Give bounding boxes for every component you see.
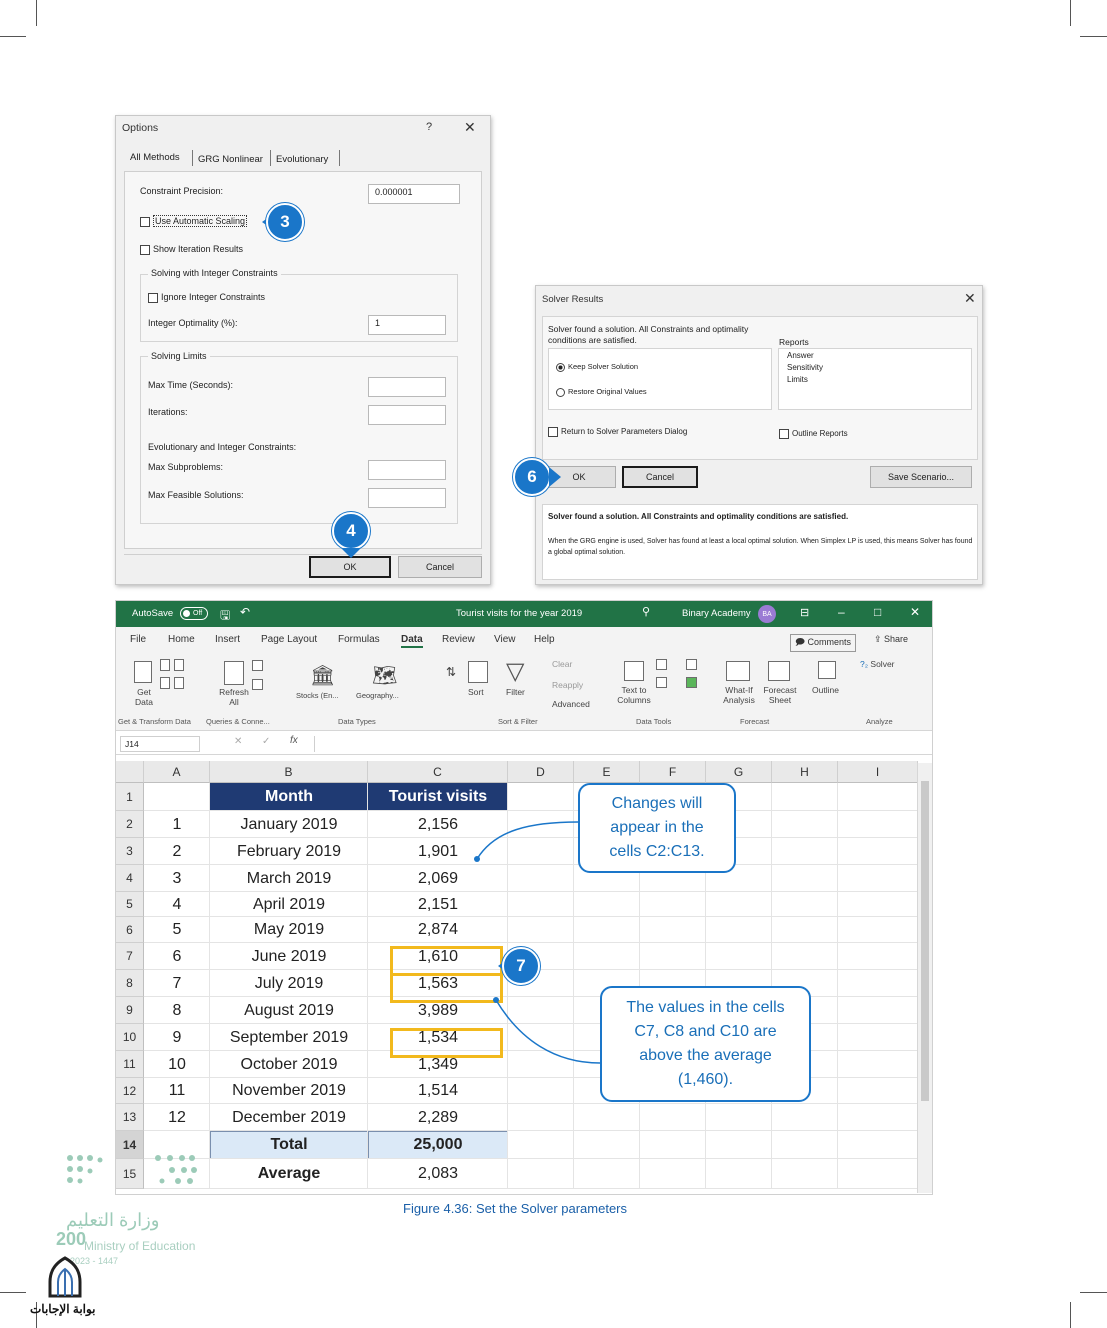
total-value[interactable]: 25,000 (368, 1131, 508, 1159)
row-header-13[interactable]: 13 (116, 1104, 144, 1131)
column-header-d[interactable]: D (508, 761, 574, 783)
cell-index[interactable]: 5 (172, 921, 182, 938)
row-header-11[interactable]: 11 (116, 1051, 144, 1078)
cell-month[interactable]: December 2019 (232, 1108, 346, 1126)
outline-button[interactable]: Outline (812, 685, 839, 695)
ok-button[interactable]: OK (309, 556, 391, 578)
save-scenario-button[interactable]: Save Scenario... (870, 466, 972, 488)
cell-visits[interactable]: 1,563 (417, 974, 459, 992)
report-sensitivity[interactable]: Sensitivity (787, 363, 824, 372)
solver-message: Solver found a solution. All Constraints and optimality conditions are satisfied. (548, 324, 749, 345)
cell-index[interactable]: 12 (168, 1108, 186, 1126)
row-header-4[interactable]: 4 (116, 865, 144, 892)
max-time-label: Max Time (Seconds): (148, 380, 234, 390)
group-data-types: Data Types (338, 717, 376, 726)
cell-index[interactable]: 6 (172, 947, 182, 965)
cell-visits[interactable]: 1,349 (417, 1055, 459, 1073)
average-value[interactable]: 2,083 (417, 1165, 459, 1182)
cell-index[interactable]: 2 (172, 842, 182, 860)
filter-icon[interactable]: ▽ (506, 658, 525, 685)
max-feasible-label: Max Feasible Solutions: (148, 490, 244, 500)
row-header-2[interactable]: 2 (116, 811, 144, 838)
cell-month[interactable]: January 2019 (240, 815, 338, 833)
constraint-precision-label: Constraint Precision: (140, 186, 224, 196)
row-header-15[interactable]: 15 (116, 1159, 144, 1189)
reapply-button[interactable]: Reapply (552, 680, 584, 690)
column-header-h[interactable]: H (772, 761, 838, 783)
status-bold: Solver found a solution. All Constraints and optimality conditions are satisfied. (548, 512, 849, 521)
row-header-5[interactable]: 5 (116, 892, 144, 917)
clear-button[interactable]: Clear (552, 659, 573, 669)
geography-button[interactable]: Geography... (356, 691, 399, 700)
column-header-g[interactable]: G (706, 761, 772, 783)
header-tourist-visits[interactable]: Tourist visits (368, 783, 508, 811)
cell-month[interactable]: June 2019 (251, 947, 327, 965)
maximize-icon[interactable]: □ (874, 605, 882, 619)
cell-month[interactable]: September 2019 (229, 1028, 349, 1046)
stocks-button[interactable]: Stocks (En... (296, 691, 339, 700)
cell-visits[interactable]: 2,156 (417, 815, 459, 833)
tab-all-methods[interactable]: All Methods (130, 152, 180, 163)
cell-index[interactable]: 9 (172, 1028, 182, 1046)
close-icon[interactable]: ✕ (464, 119, 476, 135)
integer-group-title: Solving with Integer Constraints (148, 268, 281, 278)
solver-icon: ?₂ (860, 659, 869, 669)
search-icon[interactable]: ⚲ (642, 606, 651, 618)
ok-button[interactable]: OK (542, 466, 616, 488)
close-icon[interactable]: ✕ (910, 605, 921, 619)
cell-visits[interactable]: 3,989 (417, 1001, 459, 1019)
column-header-a[interactable]: A (144, 761, 210, 783)
sort-az-icon[interactable]: ⇅ (446, 665, 457, 679)
row-header-8[interactable]: 8 (116, 970, 144, 997)
solver-button[interactable]: ?₂ Solver (860, 659, 895, 669)
row-header-1[interactable]: 1 (116, 783, 144, 811)
cell-index[interactable]: 7 (172, 974, 182, 992)
autosave-label: AutoSave (132, 608, 174, 619)
menu-review[interactable]: Review (442, 634, 475, 645)
cell-index[interactable]: 8 (172, 1001, 182, 1019)
cell-visits[interactable]: 1,901 (417, 842, 459, 860)
cancel-entry-icon[interactable]: ✕ (234, 736, 243, 747)
menu-formulas[interactable]: Formulas (338, 634, 380, 645)
evo-constraints-label: Evolutionary and Integer Constraints: (148, 442, 297, 452)
help-button[interactable]: ? (426, 121, 433, 133)
column-header-f[interactable]: F (640, 761, 706, 783)
text-to-columns-button[interactable]: Text to Columns (617, 685, 651, 705)
restore-values-radio[interactable]: Restore Original Values (556, 387, 647, 397)
total-label[interactable]: Total (210, 1131, 368, 1159)
menu-help[interactable]: Help (534, 634, 555, 645)
cell-month[interactable]: May 2019 (253, 921, 325, 938)
reports-label: Reports (779, 337, 809, 347)
filter-button[interactable]: Filter (506, 687, 525, 697)
cell-index[interactable]: 1 (172, 815, 182, 833)
cell-index[interactable]: 11 (168, 1082, 186, 1099)
cell-month[interactable]: April 2019 (252, 895, 326, 913)
iterations-label: Iterations: (148, 407, 188, 417)
get-data-button[interactable]: Get Data (135, 687, 153, 707)
stocks-icon[interactable]: 🏛 (310, 665, 336, 687)
column-header-c[interactable]: C (368, 761, 508, 783)
row-header-9[interactable]: 9 (116, 997, 144, 1024)
ministry-logo-dots (62, 1150, 202, 1190)
cell-visits[interactable]: 2,289 (417, 1108, 459, 1126)
cell-visits[interactable]: 1,610 (417, 947, 459, 965)
forecast-sheet-button[interactable]: Forecast Sheet (763, 685, 797, 705)
row-header-14[interactable]: 14 (116, 1131, 144, 1159)
avatar[interactable]: BA (758, 605, 776, 623)
solving-limits-title: Solving Limits (148, 351, 210, 361)
max-subproblems-label: Max Subproblems: (148, 462, 224, 472)
comments-button[interactable]: 🗩 Comments (790, 634, 856, 652)
integer-optimality-label: Integer Optimality (%): (148, 318, 238, 328)
row-header-12[interactable]: 12 (116, 1078, 144, 1104)
cell-visits[interactable]: 2,151 (417, 895, 459, 913)
undo-icon[interactable]: ↶ (240, 605, 251, 619)
step-badge-7: 7 (502, 947, 540, 985)
ignore-integer-checkbox[interactable]: Ignore Integer Constraints (148, 292, 265, 303)
watermark-text: بوابة الإجابات (30, 1302, 96, 1316)
step-badge-6: 6 (513, 458, 551, 496)
cell-month[interactable]: March 2019 (246, 869, 332, 887)
row-header-6[interactable]: 6 (116, 917, 144, 943)
constraint-precision-input[interactable]: 0.000001 (368, 184, 460, 204)
cell-month[interactable]: July 2019 (254, 974, 324, 992)
header-month[interactable]: Month (210, 783, 368, 811)
report-answer[interactable]: Answer (787, 351, 814, 360)
cell-visits[interactable]: 2,874 (417, 921, 459, 938)
geography-icon[interactable]: 🗺 (372, 665, 398, 687)
group-data-tools: Data Tools (636, 717, 672, 726)
cell-month[interactable]: November 2019 (232, 1082, 346, 1099)
tab-evolutionary[interactable]: Evolutionary (276, 154, 329, 165)
row-header-3[interactable]: 3 (116, 838, 144, 865)
refresh-all-button[interactable]: Refresh All (219, 687, 249, 707)
average-label[interactable]: Average (257, 1165, 321, 1182)
column-header-b[interactable]: B (210, 761, 368, 783)
step-badge-4: 4 (332, 512, 370, 550)
cell-visits[interactable]: 2,069 (417, 869, 459, 887)
integer-optimality-input[interactable]: 1 (368, 315, 446, 335)
use-automatic-scaling-checkbox[interactable]: Use Automatic Scaling (140, 216, 247, 227)
dialog-title: Solver Results (542, 294, 604, 305)
menu-data[interactable]: Data (401, 634, 423, 648)
ministry-name-arabic: وزارة التعليم (66, 1210, 160, 1230)
close-icon[interactable]: ✕ (964, 290, 976, 306)
cell-month[interactable]: October 2019 (240, 1055, 338, 1073)
cancel-button[interactable]: Cancel (622, 466, 698, 488)
confirm-entry-icon[interactable]: ✓ (262, 736, 271, 747)
row-header-10[interactable]: 10 (116, 1024, 144, 1051)
cell-index[interactable]: 4 (172, 895, 182, 913)
cell-visits[interactable]: 1,514 (417, 1082, 459, 1099)
watermark-logo-icon (44, 1256, 86, 1300)
callout-changes: Changes will appear in the cells C2:C13. (578, 783, 736, 873)
group-analyze: Analyze (866, 717, 893, 726)
sort-button[interactable]: Sort (468, 687, 484, 697)
cell-index[interactable]: 10 (168, 1055, 186, 1073)
ribbon-display-icon[interactable]: ⊟ (800, 607, 810, 619)
page-number: 200 (56, 1229, 87, 1249)
cell-index[interactable]: 3 (172, 869, 182, 887)
what-if-analysis-button[interactable]: What-If Analysis (723, 685, 755, 705)
tab-grg-nonlinear[interactable]: GRG Nonlinear (198, 154, 263, 165)
step-badge-3: 3 (266, 203, 304, 241)
ministry-name-english: Ministry of Education (84, 1239, 196, 1253)
group-get-transform: Get & Transform Data (118, 717, 191, 726)
keep-solution-radio[interactable]: Keep Solver Solution (556, 362, 638, 372)
row-header-7[interactable]: 7 (116, 943, 144, 970)
group-sort-filter: Sort & Filter (498, 717, 538, 726)
insert-function-icon[interactable]: fx (290, 735, 298, 746)
show-iteration-results-checkbox[interactable]: Show Iteration Results (140, 244, 243, 255)
share-button[interactable]: ⇪ Share (874, 634, 909, 644)
menu-home[interactable]: Home (168, 634, 195, 645)
cell-visits[interactable]: 1,534 (417, 1028, 459, 1046)
return-to-parameters-checkbox[interactable]: Return to Solver Parameters Dialog (548, 427, 687, 437)
group-queries: Queries & Conne... (206, 717, 270, 726)
column-header-i[interactable]: I (838, 761, 918, 783)
group-forecast: Forecast (740, 717, 770, 726)
column-header-e[interactable]: E (574, 761, 640, 783)
document-title: Tourist visits for the year 2019 (456, 608, 583, 619)
report-limits[interactable]: Limits (787, 375, 808, 384)
menu-insert[interactable]: Insert (215, 634, 241, 645)
menu-view[interactable]: View (494, 634, 516, 645)
ministry-year: 2023 - 1447 (70, 1256, 119, 1266)
name-box[interactable]: J14 (120, 736, 200, 752)
save-icon[interactable]: 🖫 (220, 608, 231, 622)
dialog-title: Options (122, 122, 159, 134)
cell-month[interactable]: August 2019 (244, 1001, 334, 1019)
menu-file[interactable]: File (130, 634, 147, 645)
callout-above-average: The values in the cells C7, C8 and C10 are above the average (1,460). (600, 986, 811, 1102)
advanced-button[interactable]: Advanced (552, 699, 590, 709)
status-detail: When the GRG engine is used, Solver has found at least a local optimal solution. When Simplex LP is used, this means Solver has found a global optimal solution. (548, 538, 973, 556)
minimize-icon[interactable]: – (838, 605, 845, 619)
cancel-button[interactable]: Cancel (398, 556, 482, 578)
menu-page-layout[interactable]: Page Layout (261, 634, 318, 645)
figure-caption: Figure 4.36: Set the Solver parameters (403, 1201, 628, 1216)
cell-month[interactable]: February 2019 (236, 842, 342, 860)
account-name: Binary Academy (682, 608, 751, 619)
autosave-toggle[interactable]: Off (180, 607, 208, 620)
outline-reports-checkbox[interactable]: Outline Reports (779, 429, 848, 439)
